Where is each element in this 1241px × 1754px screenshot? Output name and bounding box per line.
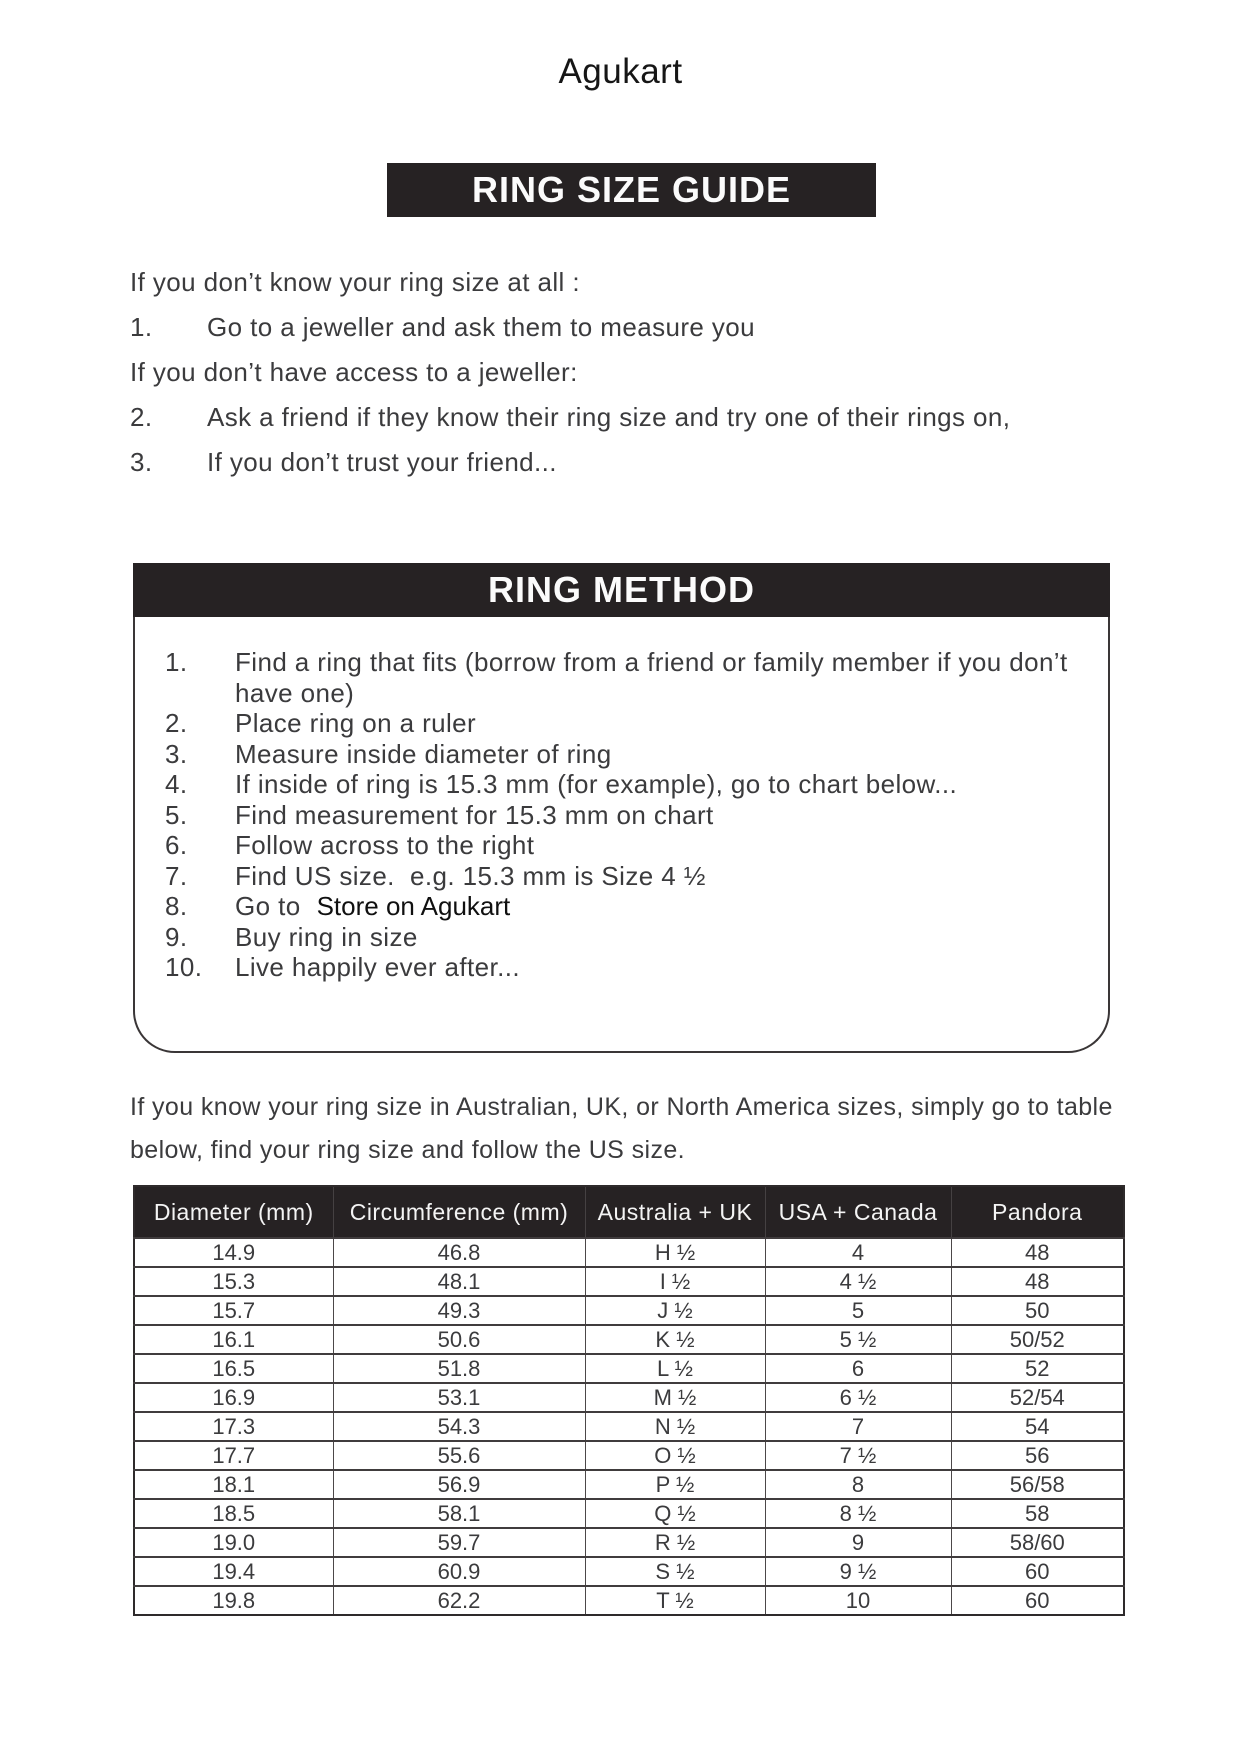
ring-method-step bbox=[165, 952, 1085, 983]
intro-paragraph bbox=[130, 260, 1130, 305]
table-row bbox=[134, 1441, 1124, 1470]
table-header-row bbox=[134, 1186, 1124, 1238]
ring-method-box bbox=[133, 563, 1110, 1053]
table-cell: 55.6 bbox=[333, 1441, 585, 1470]
step-number: 10. bbox=[165, 952, 203, 982]
table-row bbox=[134, 1557, 1124, 1586]
table-column-header: Diameter (mm) bbox=[134, 1186, 333, 1238]
step-text: Place ring on a ruler bbox=[235, 708, 477, 738]
step-text: If inside of ring is 15.3 mm (for example), go to chart below... bbox=[235, 769, 958, 799]
table-cell: 58 bbox=[951, 1499, 1124, 1528]
brand-title: Agukart bbox=[558, 52, 683, 91]
table-cell: 54.3 bbox=[333, 1412, 585, 1441]
table-cell: 4 bbox=[765, 1238, 951, 1267]
step-number: 3. bbox=[165, 738, 188, 769]
table-cell: 16.1 bbox=[134, 1325, 333, 1354]
table-cell: 60 bbox=[951, 1586, 1124, 1615]
table-cell: 53.1 bbox=[333, 1383, 585, 1412]
ring-method-step bbox=[165, 647, 1085, 708]
table-row bbox=[134, 1325, 1124, 1354]
intro-step bbox=[130, 440, 1130, 485]
table-column-header: USA + Canada bbox=[765, 1186, 951, 1238]
table-cell: 8 ½ bbox=[765, 1499, 951, 1528]
table-cell: 7 bbox=[765, 1412, 951, 1441]
ring-method-step bbox=[165, 800, 1085, 831]
table-cell: 5 ½ bbox=[765, 1325, 951, 1354]
step-number: 6. bbox=[165, 830, 188, 860]
table-cell: 9 ½ bbox=[765, 1557, 951, 1586]
table-cell: 60 bbox=[951, 1557, 1124, 1586]
table-cell: 48.1 bbox=[333, 1267, 585, 1296]
table-cell: 59.7 bbox=[333, 1528, 585, 1557]
step-text: Find measurement for 15.3 mm on chart bbox=[235, 799, 714, 830]
table-row bbox=[134, 1528, 1124, 1557]
ring-method-step bbox=[165, 922, 1085, 953]
step-text: Find a ring that fits (borrow from a friend or family member if you don’t have one) bbox=[235, 647, 1076, 708]
step-number: 9. bbox=[165, 921, 188, 952]
ring-method-banner bbox=[133, 563, 1110, 617]
table-cell: 52 bbox=[951, 1354, 1124, 1383]
table-row bbox=[134, 1354, 1124, 1383]
table-cell: 15.7 bbox=[134, 1296, 333, 1325]
ring-method-steps bbox=[165, 647, 1085, 983]
table-cell: 48 bbox=[951, 1238, 1124, 1267]
table-row bbox=[134, 1296, 1124, 1325]
ring-method-step bbox=[165, 769, 1085, 800]
table-cell: 17.7 bbox=[134, 1441, 333, 1470]
table-row bbox=[134, 1267, 1124, 1296]
table-cell: 50 bbox=[951, 1296, 1124, 1325]
ring-size-guide-title: RING SIZE GUIDE bbox=[471, 169, 792, 210]
ring-method-step bbox=[165, 830, 1085, 861]
table-cell: 56 bbox=[951, 1441, 1124, 1470]
table-cell: L ½ bbox=[585, 1354, 765, 1383]
step-number: 2. bbox=[165, 708, 188, 738]
ring-method-step bbox=[165, 708, 1085, 739]
ring-size-guide-banner bbox=[387, 163, 876, 217]
step-text: Go to Store on Agukart bbox=[235, 891, 511, 921]
step-number: 5. bbox=[165, 799, 188, 830]
table-cell: 5 bbox=[765, 1296, 951, 1325]
intro-paragraph bbox=[130, 350, 1130, 395]
table-cell: 19.4 bbox=[134, 1557, 333, 1586]
step-number: 1. bbox=[130, 312, 153, 342]
table-cell: 48 bbox=[951, 1267, 1124, 1296]
table-row bbox=[134, 1412, 1124, 1441]
table-cell: 51.8 bbox=[333, 1354, 585, 1383]
table-cell: 50/52 bbox=[951, 1325, 1124, 1354]
table-cell: 56/58 bbox=[951, 1470, 1124, 1499]
table-cell: 16.5 bbox=[134, 1354, 333, 1383]
table-cell: 18.5 bbox=[134, 1499, 333, 1528]
table-cell: 56.9 bbox=[333, 1470, 585, 1499]
intro-step bbox=[130, 395, 1130, 440]
table-column-header: Australia + UK bbox=[585, 1186, 765, 1238]
table-cell: 19.0 bbox=[134, 1528, 333, 1557]
table-cell: 14.9 bbox=[134, 1238, 333, 1267]
table-cell: M ½ bbox=[585, 1383, 765, 1412]
step-number: 2. bbox=[130, 402, 153, 432]
step-number: 4. bbox=[165, 769, 188, 799]
table-cell: T ½ bbox=[585, 1586, 765, 1615]
table-cell: 6 ½ bbox=[765, 1383, 951, 1412]
table-cell: 8 bbox=[765, 1470, 951, 1499]
step-text: Follow across to the right bbox=[235, 830, 535, 860]
step-number: 3. bbox=[130, 447, 153, 477]
table-cell: 18.1 bbox=[134, 1470, 333, 1499]
step-text: Live happily ever after... bbox=[235, 952, 520, 982]
table-row bbox=[134, 1499, 1124, 1528]
ring-method-step bbox=[165, 861, 1085, 892]
ring-method-title: RING METHOD bbox=[488, 569, 755, 610]
table-cell: 15.3 bbox=[134, 1267, 333, 1296]
step-text: Buy ring in size bbox=[235, 921, 418, 952]
table-cell: 52/54 bbox=[951, 1383, 1124, 1412]
table-cell: 6 bbox=[765, 1354, 951, 1383]
table-cell: H ½ bbox=[585, 1238, 765, 1267]
table-column-header: Circumference (mm) bbox=[333, 1186, 585, 1238]
store-on-agukart-link[interactable]: Store on Agukart bbox=[316, 891, 511, 921]
ring-size-table bbox=[133, 1185, 1125, 1616]
table-row bbox=[134, 1238, 1124, 1267]
outro-paragraph: If you know your ring size in Australian, UK, or North America sizes, simply go to table below, find your ring size and follow the US size. bbox=[130, 1093, 1113, 1164]
step-text: Ask a friend if they know their ring size and try one of their rings on, bbox=[207, 402, 1011, 432]
table-cell: S ½ bbox=[585, 1557, 765, 1586]
step-number: 8. bbox=[165, 891, 188, 921]
step-text: If you don’t trust your friend... bbox=[207, 447, 557, 477]
step-number: 1. bbox=[165, 647, 188, 677]
table-cell: 4 ½ bbox=[765, 1267, 951, 1296]
step-text: Go to a jeweller and ask them to measure you bbox=[207, 312, 755, 342]
step-text: If you don’t know your ring size at all : bbox=[130, 267, 580, 297]
table-cell: Q ½ bbox=[585, 1499, 765, 1528]
table-cell: 58.1 bbox=[333, 1499, 585, 1528]
table-cell: 19.8 bbox=[134, 1586, 333, 1615]
table-cell: 16.9 bbox=[134, 1383, 333, 1412]
intro-step bbox=[130, 305, 1130, 350]
table-cell: 46.8 bbox=[333, 1238, 585, 1267]
table-cell: O ½ bbox=[585, 1441, 765, 1470]
step-text: If you don’t have access to a jeweller: bbox=[130, 357, 578, 387]
table-cell: 62.2 bbox=[333, 1586, 585, 1615]
table-cell: 58/60 bbox=[951, 1528, 1124, 1557]
intro-section bbox=[130, 260, 1130, 485]
ring-method-step bbox=[165, 739, 1085, 770]
step-text: Find US size. e.g. 15.3 mm is Size 4 ½ bbox=[235, 860, 706, 891]
table-cell: 50.6 bbox=[333, 1325, 585, 1354]
table-cell: 10 bbox=[765, 1586, 951, 1615]
table-cell: 17.3 bbox=[134, 1412, 333, 1441]
table-cell: I ½ bbox=[585, 1267, 765, 1296]
table-row bbox=[134, 1586, 1124, 1615]
table-column-header: Pandora bbox=[951, 1186, 1124, 1238]
table-cell: 49.3 bbox=[333, 1296, 585, 1325]
table-cell: N ½ bbox=[585, 1412, 765, 1441]
step-text: Measure inside diameter of ring bbox=[235, 738, 612, 769]
table-row bbox=[134, 1383, 1124, 1412]
table-cell: 9 bbox=[765, 1528, 951, 1557]
table-cell: R ½ bbox=[585, 1528, 765, 1557]
table-cell: P ½ bbox=[585, 1470, 765, 1499]
table-cell: K ½ bbox=[585, 1325, 765, 1354]
table-row bbox=[134, 1470, 1124, 1499]
step-number: 7. bbox=[165, 860, 188, 891]
table-cell: J ½ bbox=[585, 1296, 765, 1325]
table-cell: 7 ½ bbox=[765, 1441, 951, 1470]
table-cell: 54 bbox=[951, 1412, 1124, 1441]
table-cell: 60.9 bbox=[333, 1557, 585, 1586]
ring-method-step bbox=[165, 891, 1085, 922]
